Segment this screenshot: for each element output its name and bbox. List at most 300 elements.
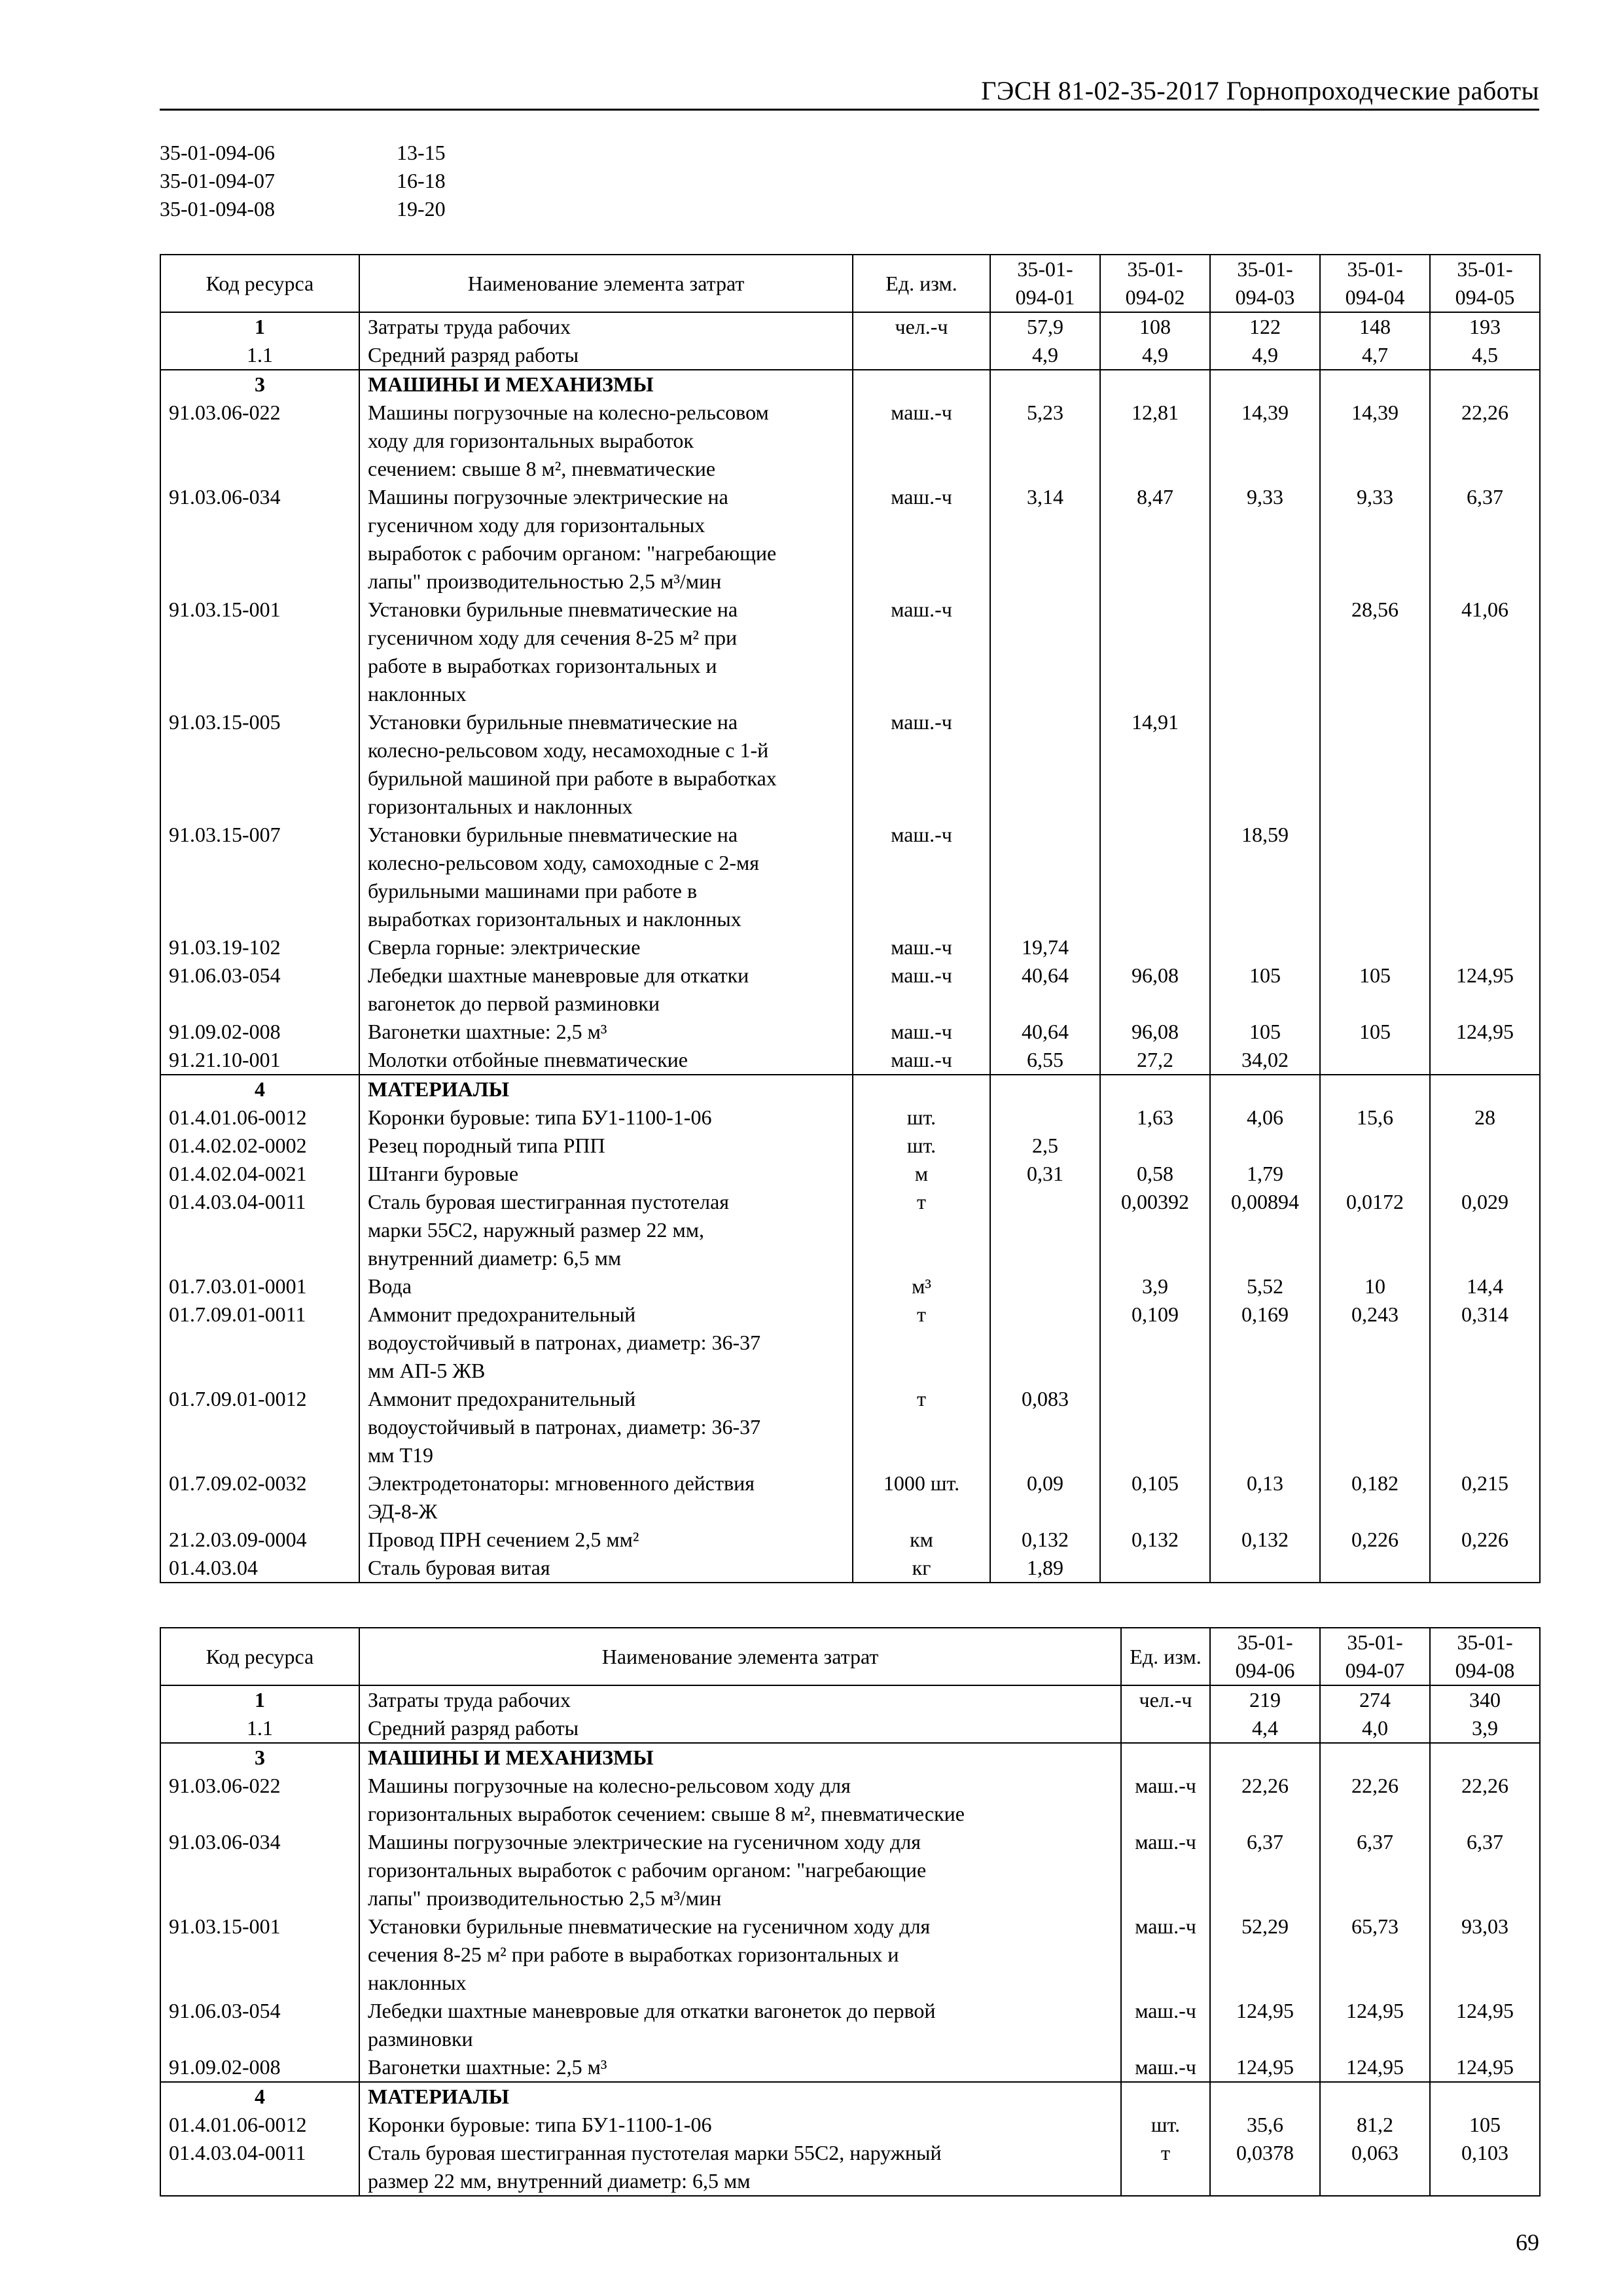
norm-value: 27,2 — [1100, 1046, 1210, 1075]
norm-value — [1320, 1132, 1430, 1160]
norm-value — [1210, 1743, 1320, 1772]
norm-value: 0,00894 — [1210, 1188, 1320, 1272]
resource-name — [359, 1132, 853, 1160]
norm-value: 108 — [1100, 312, 1210, 341]
resource-code: 01.4.02.04-0021 — [160, 1160, 359, 1188]
norm-value — [1100, 1132, 1210, 1160]
norm-value — [990, 1272, 1100, 1300]
norm-value: 22,26 — [1320, 1772, 1430, 1828]
norm-value — [1430, 708, 1540, 821]
table-row — [160, 708, 1540, 821]
norm-value: 15,6 — [1320, 1103, 1430, 1132]
norm-value: 1,79 — [1210, 1160, 1320, 1188]
norm-code-row — [160, 167, 446, 195]
norm-value — [990, 370, 1100, 399]
unit-of-measure: маш.-ч — [853, 708, 990, 821]
norm-value — [1320, 370, 1430, 399]
norm-value — [1100, 933, 1210, 961]
resource-code: 01.4.03.04-0011 — [160, 2139, 359, 2196]
norm-value — [1100, 1385, 1210, 1469]
unit-of-measure: маш.-ч — [853, 1046, 990, 1075]
resource-code: 01.7.09.01-0011 — [160, 1300, 359, 1385]
norm-code: 35-01-094-07 — [160, 169, 275, 192]
resource-code: 91.21.10-001 — [160, 1046, 359, 1075]
col-header-norm-l2: 094-08 — [1455, 1659, 1515, 1682]
table-row — [160, 1385, 1540, 1469]
norm-code-list — [160, 139, 446, 223]
resource-code: 3 — [160, 370, 359, 399]
unit-of-measure: маш.-ч — [853, 399, 990, 483]
unit-of-measure: т — [1121, 2139, 1210, 2196]
unit-of-measure: маш.-ч — [853, 961, 990, 1018]
page-header — [160, 71, 1539, 111]
norm-value — [1210, 933, 1320, 961]
resource-name-line: Молотки отбойные пневматические — [368, 1048, 688, 1071]
col-header-norm-l1: 35-01- — [1457, 1630, 1513, 1654]
norm-value: 0,063 — [1320, 2139, 1430, 2196]
resource-code: 91.03.15-005 — [160, 708, 359, 821]
resource-name — [359, 341, 853, 370]
resource-name-line: Средний разряд работы — [368, 343, 579, 367]
resource-name-line: Аммонит предохранительный — [368, 1302, 636, 1326]
norm-value: 3,9 — [1430, 1714, 1540, 1743]
resource-name-line: водоустойчивый в патронах, диаметр: 36-37 — [368, 1415, 761, 1439]
unit-of-measure — [1121, 1714, 1210, 1743]
resource-code: 91.03.06-022 — [160, 399, 359, 483]
norm-value: 0,182 — [1320, 1469, 1430, 1526]
resource-name — [359, 708, 853, 821]
unit-of-measure — [853, 341, 990, 370]
norm-value: 93,03 — [1430, 1912, 1540, 1997]
resource-name — [359, 2053, 1121, 2082]
norm-value: 14,4 — [1430, 1272, 1540, 1300]
table-row — [160, 1132, 1540, 1160]
col-header-norm — [1320, 255, 1430, 312]
norm-value: 105 — [1210, 1018, 1320, 1046]
resource-name — [359, 1188, 853, 1272]
resource-name — [359, 2111, 1121, 2139]
norm-value: 14,91 — [1100, 708, 1210, 821]
resource-name — [359, 1526, 853, 1554]
norm-value — [990, 1300, 1100, 1385]
resource-name-line: Лебедки шахтные маневровые для откатки — [368, 963, 749, 987]
norm-value — [1320, 1554, 1430, 1583]
unit-of-measure: т — [853, 1300, 990, 1385]
norm-value — [1430, 933, 1540, 961]
norm-value: 124,95 — [1320, 1997, 1430, 2053]
resource-name-line: выработок с рабочим органом: "нагребающие — [368, 541, 777, 565]
resource-name — [359, 1272, 853, 1300]
resource-name-line: Аммонит предохранительный — [368, 1387, 636, 1410]
unit-of-measure: маш.-ч — [853, 933, 990, 961]
norm-value: 0,132 — [1210, 1526, 1320, 1554]
unit-of-measure: т — [853, 1385, 990, 1469]
resource-name-line: работе в выработках горизонтальных и — [368, 654, 717, 677]
col-header-norm-l1: 35-01- — [1347, 1630, 1403, 1654]
resource-code: 01.7.03.01-0001 — [160, 1272, 359, 1300]
resource-name-line: Машины погрузочные на колесно-рельсовом ходу для — [368, 1774, 851, 1797]
norm-code-row — [160, 139, 446, 167]
norm-value — [1430, 1160, 1540, 1188]
table-row — [160, 961, 1540, 1018]
col-header-unit: Ед. изм. — [853, 255, 990, 312]
unit-of-measure: м — [853, 1160, 990, 1188]
col-header-norm-l1: 35-01- — [1237, 257, 1293, 281]
resource-name-line: Штанги буровые — [368, 1162, 519, 1185]
table-row — [160, 2053, 1540, 2082]
resource-name — [359, 1103, 853, 1132]
table-row — [160, 2139, 1540, 2196]
resource-name-line: наклонных — [368, 682, 467, 706]
resource-code: 91.03.06-022 — [160, 1772, 359, 1828]
resource-code: 4 — [160, 2082, 359, 2111]
col-header-norm-l2: 094-02 — [1125, 285, 1185, 309]
resource-name-line: горизонтальных выработок сечением: свыше 8 м², пневматические — [368, 1802, 965, 1825]
table-row — [160, 399, 1540, 483]
norm-value: 22,26 — [1430, 1772, 1540, 1828]
resource-name — [359, 1046, 853, 1075]
resource-table-2 — [160, 1627, 1541, 2197]
resource-name — [359, 1828, 1121, 1912]
norm-value: 0,109 — [1100, 1300, 1210, 1385]
norm-value: 18,59 — [1210, 821, 1320, 933]
resource-name — [359, 1997, 1121, 2053]
table-row — [160, 1469, 1540, 1526]
table-row — [160, 933, 1540, 961]
col-header-unit: Ед. изм. — [1121, 1628, 1210, 1685]
norm-value: 105 — [1430, 2111, 1540, 2139]
norm-value: 6,55 — [990, 1046, 1100, 1075]
resource-name-line: Коронки буровые: типа БУ1-1100-1-06 — [368, 2113, 712, 2136]
resource-name-line: выработках горизонтальных и наклонных — [368, 907, 741, 931]
norm-value: 4,9 — [1100, 341, 1210, 370]
resource-name-line: внутренний диаметр: 6,5 мм — [368, 1246, 622, 1270]
col-header-norm-l1: 35-01- — [1127, 257, 1183, 281]
resource-table-1 — [160, 254, 1541, 1583]
resource-name — [359, 1018, 853, 1046]
norm-value: 40,64 — [990, 961, 1100, 1018]
unit-of-measure: маш.-ч — [1121, 1912, 1210, 1997]
row-group — [160, 1743, 1540, 2082]
col-header-code: Код ресурса — [160, 255, 359, 312]
norm-range: 16-18 — [397, 169, 446, 192]
resource-name — [359, 1385, 853, 1469]
norm-value: 8,47 — [1100, 483, 1210, 596]
unit-of-measure: маш.-ч — [1121, 2053, 1210, 2082]
resource-name-line: мм Т19 — [368, 1443, 434, 1467]
resource-name-line: Резец породный типа РПП — [368, 1134, 605, 1157]
resource-name — [359, 1714, 1121, 1743]
resource-name — [359, 370, 853, 399]
resource-code: 01.4.02.02-0002 — [160, 1132, 359, 1160]
norm-value: 3,14 — [990, 483, 1100, 596]
unit-of-measure: 1000 шт. — [853, 1469, 990, 1526]
norm-value: 0,226 — [1320, 1526, 1430, 1554]
norm-value: 6,37 — [1430, 483, 1540, 596]
norm-value: 0,13 — [1210, 1469, 1320, 1526]
norm-value: 4,9 — [990, 341, 1100, 370]
norm-value: 28,56 — [1320, 596, 1430, 708]
unit-of-measure: км — [853, 1526, 990, 1554]
table-row — [160, 1018, 1540, 1046]
unit-of-measure: шт. — [853, 1103, 990, 1132]
norm-value: 0,132 — [1100, 1526, 1210, 1554]
resource-name-line: Электродетонаторы: мгновенного действия — [368, 1471, 755, 1495]
resource-code: 01.7.09.02-0032 — [160, 1469, 359, 1526]
norm-value: 10 — [1320, 1272, 1430, 1300]
norm-value — [1210, 1075, 1320, 1103]
norm-value — [1100, 1075, 1210, 1103]
col-header-norm — [1320, 1628, 1430, 1685]
col-header-norm-l2: 094-03 — [1235, 285, 1295, 309]
norm-value: 124,95 — [1430, 2053, 1540, 2082]
norm-value: 4,7 — [1320, 341, 1430, 370]
resource-code: 01.4.03.04-0011 — [160, 1188, 359, 1272]
resource-name — [359, 1300, 853, 1385]
norm-code: 35-01-094-06 — [160, 141, 275, 164]
norm-value: 0,105 — [1100, 1469, 1210, 1526]
resource-name-line: наклонных — [368, 1971, 467, 1994]
unit-of-measure: маш.-ч — [1121, 1828, 1210, 1912]
resource-name-line: колесно-рельсовом ходу, несамоходные с 1-й — [368, 738, 769, 762]
norm-value: 105 — [1320, 1018, 1430, 1046]
norm-value: 124,95 — [1210, 1997, 1320, 2053]
norm-value — [1320, 933, 1430, 961]
norm-value: 4,06 — [1210, 1103, 1320, 1132]
col-header-norm-l2: 094-06 — [1235, 1659, 1295, 1682]
unit-of-measure — [853, 1075, 990, 1103]
col-header-norm-l2: 094-04 — [1345, 285, 1405, 309]
unit-of-measure: маш.-ч — [853, 1018, 990, 1046]
col-header-norm-l1: 35-01- — [1457, 257, 1513, 281]
norm-value — [990, 708, 1100, 821]
resource-name-line: мм АП-5 ЖВ — [368, 1359, 486, 1382]
resource-code: 91.06.03-054 — [160, 961, 359, 1018]
table-row — [160, 1272, 1540, 1300]
norm-value — [1320, 1160, 1430, 1188]
norm-value — [990, 1188, 1100, 1272]
table-row — [160, 1046, 1540, 1075]
norm-value: 3,9 — [1100, 1272, 1210, 1300]
resource-name — [359, 1912, 1121, 1997]
unit-of-measure: т — [853, 1188, 990, 1272]
col-header-norm-l2: 094-07 — [1345, 1659, 1405, 1682]
resource-name-line: Средний разряд работы — [368, 1716, 579, 1740]
norm-value: 1,63 — [1100, 1103, 1210, 1132]
resource-name-line: Вагонетки шахтные: 2,5 м³ — [368, 1020, 607, 1043]
norm-value — [1430, 1046, 1540, 1075]
norm-value — [1430, 1743, 1540, 1772]
norm-value — [1430, 2082, 1540, 2111]
norm-value — [990, 821, 1100, 933]
norm-value: 219 — [1210, 1685, 1320, 1714]
unit-of-measure: маш.-ч — [853, 483, 990, 596]
norm-value: 9,33 — [1320, 483, 1430, 596]
resource-name-line: водоустойчивый в патронах, диаметр: 36-37 — [368, 1331, 761, 1354]
norm-value — [1320, 1075, 1430, 1103]
norm-value — [1210, 1132, 1320, 1160]
table-row — [160, 1103, 1540, 1132]
norm-value: 5,52 — [1210, 1272, 1320, 1300]
resource-name — [359, 399, 853, 483]
table-row — [160, 2111, 1540, 2139]
resource-code: 01.4.01.06-0012 — [160, 1103, 359, 1132]
table-row — [160, 1997, 1540, 2053]
resource-code: 91.09.02-008 — [160, 2053, 359, 2082]
norm-value: 0,58 — [1100, 1160, 1210, 1188]
resource-name-line: Установки бурильные пневматические на — [368, 598, 738, 621]
resource-name-line: бурильными машинами при работе в — [368, 879, 698, 903]
unit-of-measure: шт. — [1121, 2111, 1210, 2139]
norm-value: 105 — [1210, 961, 1320, 1018]
resource-name-line: Установки бурильные пневматические на — [368, 710, 738, 734]
norm-value — [1320, 1046, 1430, 1075]
table-row — [160, 1188, 1540, 1272]
norm-value: 193 — [1430, 312, 1540, 341]
norm-value: 122 — [1210, 312, 1320, 341]
resource-code: 91.03.19-102 — [160, 933, 359, 961]
page-number: 69 — [1516, 2229, 1539, 2255]
unit-of-measure: м³ — [853, 1272, 990, 1300]
norm-value: 0,0378 — [1210, 2139, 1320, 2196]
table-row — [160, 1828, 1540, 1912]
resource-name-line: марки 55С2, наружный размер 22 мм, — [368, 1218, 704, 1242]
resource-code: 3 — [160, 1743, 359, 1772]
col-header-norm-l1: 35-01- — [1017, 257, 1073, 281]
col-header-norm-l2: 094-01 — [1015, 285, 1075, 309]
norm-value: 6,37 — [1320, 1828, 1430, 1912]
norm-value — [990, 1103, 1100, 1132]
norm-value: 14,39 — [1320, 399, 1430, 483]
resource-name-line: Машины погрузочные электрические на гусеничном ходу для — [368, 1830, 921, 1854]
col-header-norm — [1430, 255, 1540, 312]
norm-value: 340 — [1430, 1685, 1540, 1714]
norm-value: 4,5 — [1430, 341, 1540, 370]
norm-value: 148 — [1320, 312, 1430, 341]
unit-of-measure — [853, 370, 990, 399]
table-row — [160, 1526, 1540, 1554]
resource-name — [359, 1160, 853, 1188]
col-header-norm — [1210, 1628, 1320, 1685]
norm-value: 0,103 — [1430, 2139, 1540, 2196]
table-row — [160, 1912, 1540, 1997]
resource-name-line: Коронки буровые: типа БУ1-1100-1-06 — [368, 1105, 712, 1129]
resource-name — [359, 1075, 853, 1103]
unit-of-measure: маш.-ч — [1121, 1772, 1210, 1828]
norm-value — [1430, 1554, 1540, 1583]
table-row — [160, 370, 1540, 399]
col-header-norm-l2: 094-05 — [1455, 285, 1515, 309]
col-header-norm — [1210, 255, 1320, 312]
resource-name — [359, 1743, 1121, 1772]
resource-code: 91.03.06-034 — [160, 483, 359, 596]
table-row — [160, 483, 1540, 596]
resource-name-line: ходу для горизонтальных выработок — [368, 429, 694, 452]
norm-value: 14,39 — [1210, 399, 1320, 483]
norm-value: 41,06 — [1430, 596, 1540, 708]
unit-of-measure: маш.-ч — [1121, 1997, 1210, 2053]
norm-value — [1210, 596, 1320, 708]
resource-name-line: гусеничном ходу для горизонтальных — [368, 513, 705, 537]
resource-code: 1 — [160, 1685, 359, 1714]
norm-value: 274 — [1320, 1685, 1430, 1714]
norm-value: 35,6 — [1210, 2111, 1320, 2139]
table-row — [160, 312, 1540, 341]
table-row — [160, 1685, 1540, 1714]
resource-name-line: разминовки — [368, 2027, 473, 2051]
col-header-norm — [1430, 1628, 1540, 1685]
norm-value — [1210, 370, 1320, 399]
norm-value — [1210, 708, 1320, 821]
norm-code: 35-01-094-08 — [160, 197, 275, 221]
norm-value: 4,0 — [1320, 1714, 1430, 1743]
resource-name-line: вагонеток до первой разминовки — [368, 992, 660, 1015]
norm-value — [1210, 1385, 1320, 1469]
resource-name-line: МАТЕРИАЛЫ — [368, 2085, 509, 2108]
norm-value: 28 — [1430, 1103, 1540, 1132]
norm-value: 0,31 — [990, 1160, 1100, 1188]
norm-value — [1320, 821, 1430, 933]
resource-name-line: Сталь буровая шестигранная пустотелая — [368, 1190, 730, 1213]
row-group — [160, 1685, 1540, 1743]
resource-name-line: МАТЕРИАЛЫ — [368, 1077, 509, 1101]
resource-name — [359, 483, 853, 596]
unit-of-measure: шт. — [853, 1132, 990, 1160]
norm-value: 124,95 — [1210, 2053, 1320, 2082]
col-header-name: Наименование элемента затрат — [359, 1628, 1121, 1685]
norm-value — [990, 596, 1100, 708]
resource-name — [359, 2139, 1121, 2196]
norm-value: 1,89 — [990, 1554, 1100, 1583]
resource-name-line: сечением: свыше 8 м², пневматические — [368, 457, 716, 480]
resource-code: 01.4.01.06-0012 — [160, 2111, 359, 2139]
norm-value: 0,314 — [1430, 1300, 1540, 1385]
resource-name-line: бурильной машиной при работе в выработках — [368, 766, 777, 790]
norm-value: 6,37 — [1430, 1828, 1540, 1912]
resource-name-line: Лебедки шахтные маневровые для откатки вагонеток до первой — [368, 1999, 936, 2022]
resource-name — [359, 1469, 853, 1526]
norm-value: 0,083 — [990, 1385, 1100, 1469]
unit-of-measure — [1121, 2082, 1210, 2111]
resource-name-line: Провод ПРН сечением 2,5 мм² — [368, 1528, 639, 1551]
norm-value: 22,26 — [1210, 1772, 1320, 1828]
resource-name — [359, 2082, 1121, 2111]
resource-name-line: гусеничном ходу для сечения 8-25 м² при — [368, 626, 738, 649]
resource-name-line: ЭД-8-Ж — [368, 1499, 438, 1523]
norm-value: 124,95 — [1320, 2053, 1430, 2082]
norm-value — [1320, 1743, 1430, 1772]
norm-value: 96,08 — [1100, 961, 1210, 1018]
norm-value — [1430, 370, 1540, 399]
norm-value: 57,9 — [990, 312, 1100, 341]
resource-code: 91.03.15-001 — [160, 596, 359, 708]
table-row — [160, 1300, 1540, 1385]
resource-name-line: размер 22 мм, внутренний диаметр: 6,5 мм — [368, 2169, 751, 2193]
norm-value: 4,9 — [1210, 341, 1320, 370]
resource-name-line: Установки бурильные пневматические на — [368, 823, 738, 846]
norm-value: 0,132 — [990, 1526, 1100, 1554]
row-group — [160, 1075, 1540, 1583]
norm-value: 6,37 — [1210, 1828, 1320, 1912]
norm-value — [1320, 708, 1430, 821]
col-header-norm-l1: 35-01- — [1347, 257, 1403, 281]
norm-value: 124,95 — [1430, 1997, 1540, 2053]
resource-name-line: Машины погрузочные на колесно-рельсовом — [368, 401, 769, 424]
resource-name-line: лапы" производительностью 2,5 м³/мин — [368, 569, 722, 593]
unit-of-measure: кг — [853, 1554, 990, 1583]
norm-value: 22,26 — [1430, 399, 1540, 483]
resource-name — [359, 312, 853, 341]
